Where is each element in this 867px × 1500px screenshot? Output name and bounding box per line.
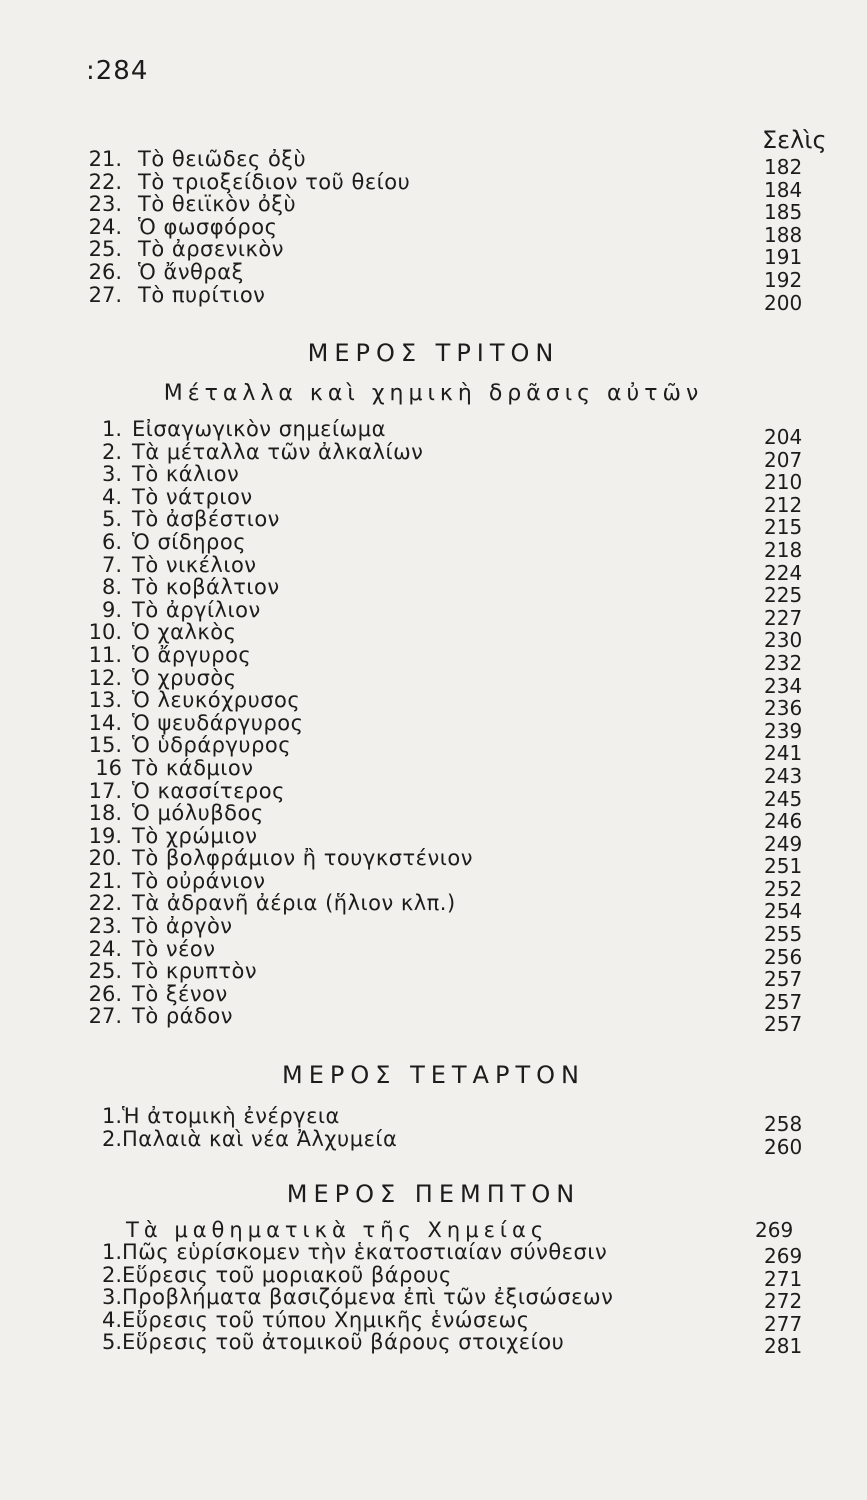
part-five-section-title: Τὰ μαθηματικὰ τῆς Χημείας [126,1218,549,1242]
toc-entry-number: 24. [88,936,122,961]
part-four-heading: ΜΕΡΟΣ ΤΕΤΑΡΤΟΝ [282,1061,585,1089]
part-five-heading: ΜΕΡΟΣ ΠΕΜΠΤΟΝ [286,1180,581,1208]
toc-entry [0,642,867,675]
toc-entry-title: Τὸ βολφράμιον ἢ τουγκστένιον [132,846,473,871]
toc-entry-page: 271 [764,1266,803,1291]
part-three-heading: ΜΕΡΟΣ ΤΡΙΤΟΝ [307,339,560,367]
toc-entry-title: Ἡ ἀτομικὴ ἐνέργεια [122,1104,340,1128]
toc-entry-page: 204 [764,425,803,449]
toc-entry-page: 256 [764,944,803,969]
toc-entry-number: 4. [101,484,122,509]
toc-entry [0,439,867,472]
toc-entry [0,1285,867,1314]
toc-entry-title: Τὸ νικέλιον [132,552,257,577]
toc-entry-number: 17. [88,778,122,803]
toc-entry-number: 23. [88,192,122,217]
page-column-header: Σελὶς [762,126,827,154]
toc-entry-page: 260 [764,1134,803,1159]
toc-entry [0,1262,867,1291]
toc-entry-title: Ὁ ὑδράργυρος [132,733,292,758]
toc-entry-number: 21. [88,868,122,893]
toc-entry-title: Τὸ ἀρσενικὸν [138,237,284,262]
toc-entry [0,1126,867,1159]
toc-entry-title: Ὁ χρυσὸς [132,665,237,690]
toc-entry-number: 15. [88,733,122,758]
toc-entry [0,1104,867,1136]
toc-entry-page: 212 [764,492,803,517]
toc-entry-page: 246 [764,809,803,834]
toc-list-part-three [0,417,867,1037]
toc-entry-number: 14. [88,710,122,735]
toc-entry-title: Εὕρεσις τοῦ μοριακοῦ βάρους [122,1262,452,1287]
toc-entry-number: 24. [88,214,122,239]
toc-entry-page: 215 [764,515,803,540]
toc-entry-title: Ὁ μόλυβδος [132,801,264,826]
toc-entry-page: 225 [764,583,803,608]
toc-entry-page: 234 [764,673,803,698]
page-number: :284 [86,56,149,86]
toc-entry [0,959,867,992]
toc-entry-title: Τὸ ἀργίλιον [132,597,261,622]
toc-entry-number: 2. [101,439,122,464]
toc-entry-title: Τὸ χρώμιον [132,823,258,848]
toc-entry-page: 257 [764,989,803,1014]
toc-entry-number: 12. [88,665,122,690]
toc-entry-page: 281 [764,1334,803,1359]
toc-entry-page: 232 [764,650,803,675]
toc-entry [0,981,867,1014]
toc-list-part-two-end [0,147,867,315]
toc-entry-title: Εὕρεσις τοῦ τύπου Χημικῆς ἑνώσεως [122,1307,530,1332]
toc-entry-page: 185 [764,200,803,225]
toc-entry [0,733,867,766]
toc-entry-number: 3. [101,462,122,487]
toc-entry-title: Τὰ μέταλλα τῶν ἀλκαλίων [132,439,424,464]
toc-entry [0,665,867,698]
toc-entry-page: 218 [764,537,803,562]
toc-entry-number: 27. [88,1004,122,1029]
toc-entry-number: 9. [101,597,122,622]
toc-entry-number: 6. [101,529,122,554]
toc-entry [0,710,867,743]
toc-entry-title: Ὁ σίδηρος [132,529,247,554]
toc-entry-title: Τὸ θειϊκὸν ὀξὺ [138,192,297,217]
toc-entry [0,846,867,879]
toc-entry-number: 8. [101,575,122,600]
toc-entry [0,597,867,630]
toc-entry [0,214,867,247]
toc-entry-title: Τὸ ἀσβέστιον [132,507,280,532]
toc-entry-title: Ὁ κασσίτερος [132,778,285,803]
toc-entry-page: 269 [764,1244,803,1268]
toc-entry [0,529,867,562]
toc-entry-number: 5. [101,1330,122,1355]
toc-entry [0,823,867,856]
toc-entry-page: 191 [764,245,803,270]
toc-list-part-five [0,1240,867,1359]
toc-entry [0,417,867,449]
toc-entry-title: Τὸ πυρίτιον [138,282,266,307]
toc-entry [0,1307,867,1336]
toc-entry-page: 245 [764,786,803,811]
toc-entry-number: 25. [88,237,122,262]
toc-entry-number: 2. [101,1126,122,1151]
toc-entry-number: 26. [88,981,122,1006]
toc-entry-page: 236 [764,696,803,721]
toc-entry-number: 1. [101,1104,122,1128]
toc-entry-title: Τὸ κοβάλτιον [132,575,280,600]
toc-entry-title: Τὸ ξένον [132,981,228,1006]
toc-entry-number: 1. [101,417,122,441]
toc-entry [0,1330,867,1359]
toc-entry-number: 10. [88,620,122,645]
toc-entry-title: Προβλήματα βασιζόμενα ἐπὶ τῶν ἐξισώσεων [122,1285,614,1310]
toc-entry-page: 249 [764,831,803,856]
toc-list-part-four [0,1104,867,1159]
toc-entry-number: 22. [88,891,122,916]
toc-entry-number: 25. [88,959,122,984]
toc-entry-title: Παλαιὰ καὶ νέα Ἀλχυμεία [122,1126,398,1151]
toc-entry-title: Ὁ ἄνθραξ [138,259,244,284]
toc-entry-number: 11. [88,642,122,667]
toc-entry-title: Εὕρεσις τοῦ ἀτομικοῦ βάρους στοιχείου [122,1330,565,1355]
toc-entry-number: 19. [88,823,122,848]
toc-entry-page: 182 [764,155,803,179]
toc-entry [0,552,867,585]
toc-entry-title: Τὸ τριοξείδιον τοῦ θείου [138,169,411,194]
toc-entry-page: 239 [764,718,803,743]
toc-entry-title: Ὁ ψευδάργυρος [132,710,304,735]
toc-entry [0,484,867,517]
toc-entry-title: Τὸ κάλιον [132,462,240,487]
toc-entry-page: 257 [764,967,803,992]
toc-entry-page: 277 [764,1311,803,1336]
toc-entry [0,259,867,292]
part-three-subtitle: Μέταλλα καὶ χημικὴ δρᾶσις αὐτῶν [163,381,704,406]
toc-entry-page: 200 [764,290,803,315]
toc-entry-title: Τὸ οὐράνιον [132,868,266,893]
toc-entry-title: Τὸ νέον [132,936,216,961]
toc-entry-number: 4. [101,1307,122,1332]
toc-entry-page: 257 [764,1012,803,1037]
toc-entry-page: 188 [764,222,803,247]
toc-entry-page: 210 [764,470,803,495]
toc-entry-page: 192 [764,267,803,292]
toc-entry-title: Ὁ λευκόχρυσος [132,688,301,713]
toc-entry-page: 224 [764,560,803,585]
toc-entry [0,169,867,202]
toc-entry [0,891,867,924]
toc-entry-title: Τὸ ράδον [132,1004,233,1029]
toc-entry [0,778,867,811]
toc-entry [0,1004,867,1037]
toc-entry-title: Τὸ θειῶδες ὀξὺ [138,147,307,171]
toc-entry-number: 21. [88,147,122,171]
toc-entry-title: Τὸ κρυπτὸν [132,959,258,984]
toc-entry-page: 241 [764,741,803,766]
toc-entry-page: 184 [764,177,803,202]
toc-entry-number: 23. [88,914,122,939]
toc-entry-page: 230 [764,628,803,653]
toc-entry-number: 16 [95,755,122,780]
toc-entry-page: 272 [764,1289,803,1314]
toc-entry-number: 7. [101,552,122,577]
toc-entry-page: 258 [764,1112,803,1136]
toc-entry-number: 26. [88,259,122,284]
toc-entry [0,868,867,901]
toc-entry-number: 2. [101,1262,122,1287]
toc-entry-title: Τὸ νάτριον [132,484,253,509]
toc-entry-title: Τὸ κάδμιον [132,755,254,780]
toc-entry-title: Πῶς εὑρίσκομεν τὴν ἑκατοστιαίαν σύνθεσιν [122,1240,608,1264]
part-five-section-page: 269 [755,1218,794,1242]
toc-entry-page: 227 [764,605,803,630]
toc-entry-number: 13. [88,688,122,713]
toc-entry [0,688,867,721]
toc-entry-title: Ὁ φωσφόρος [138,214,278,239]
toc-entry-page: 207 [764,447,803,472]
toc-entry-title: Εἰσαγωγικὸν σημείωμα [132,417,386,441]
toc-entry-number: 3. [101,1285,122,1310]
toc-entry-page: 252 [764,876,803,901]
toc-entry-page: 255 [764,922,803,947]
toc-entry-title: Ὁ χαλκὸς [132,620,237,645]
toc-entry-number: 18. [88,801,122,826]
toc-entry-number: 20. [88,846,122,871]
toc-entry-page: 251 [764,854,803,879]
toc-entry-number: 1. [101,1240,122,1264]
toc-entry [0,936,867,969]
toc-entry [0,462,867,495]
toc-entry [0,237,867,270]
toc-entry [0,801,867,834]
toc-entry [0,755,867,788]
toc-entry [0,1240,867,1268]
toc-entry-page: 254 [764,899,803,924]
toc-entry-number: 22. [88,169,122,194]
toc-entry [0,507,867,540]
toc-entry-title: Τὰ ἀδρανῆ ἀέρια (ἥλιον κλπ.) [132,891,456,916]
toc-entry [0,192,867,225]
toc-entry [0,575,867,608]
toc-entry-title: Ὁ ἄργυρος [132,642,252,667]
toc-entry-number: 27. [88,282,122,307]
toc-entry [0,914,867,947]
toc-entry-number: 5. [101,507,122,532]
toc-entry [0,620,867,653]
toc-entry [0,147,867,179]
toc-entry [0,282,867,315]
toc-entry-page: 243 [764,763,803,788]
toc-entry-title: Τὸ ἀργὸν [132,914,233,939]
